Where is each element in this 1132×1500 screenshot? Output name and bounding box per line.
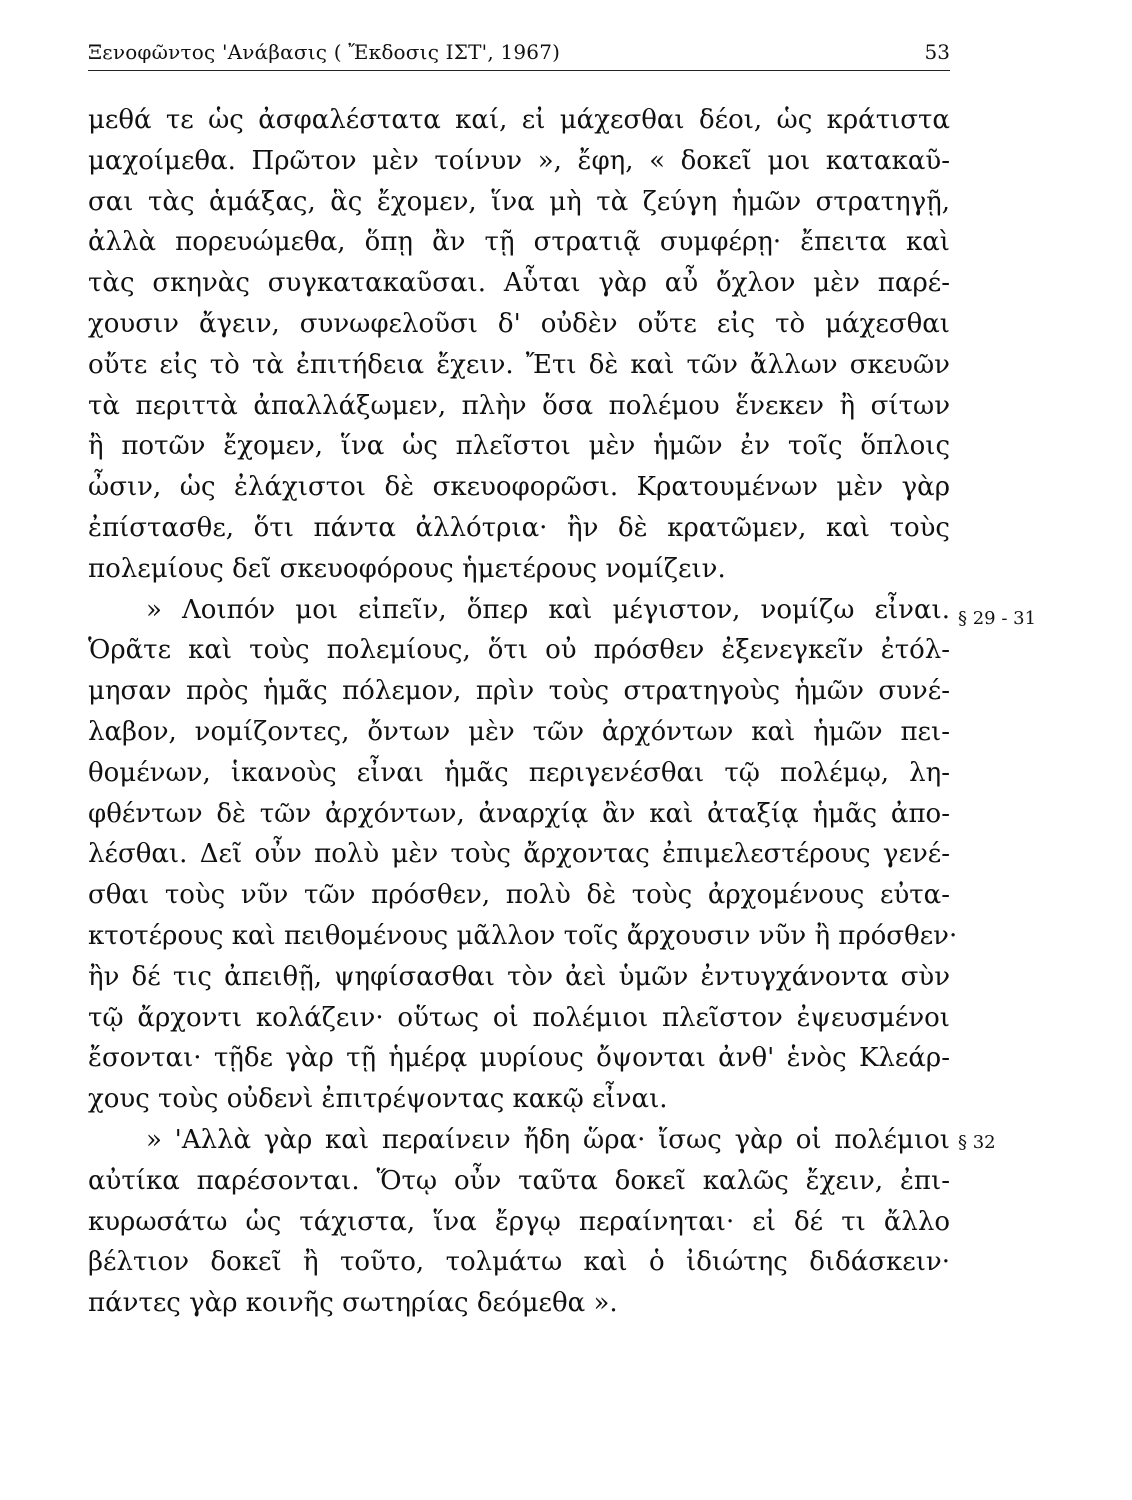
- text-line: αὐτίκα παρέσονται. Ὅτῳ οὖν ταῦτα δοκεῖ καλῶς ἔχειν, ἐπι-: [88, 1165, 950, 1196]
- text-line: σθαι τοὺς νῦν τῶν πρόσθεν, πολὺ δὲ τοὺς ἀρχομένους εὐτα-: [88, 880, 950, 911]
- text-line: οὔτε εἰς τὸ τὰ ἐπιτήδεια ἔχειν. Ἔτι δὲ καὶ τῶν ἄλλων σκευῶν: [88, 349, 950, 380]
- text-line: φθέντων δὲ τῶν ἀρχόντων, ἀναρχίᾳ ἂν καὶ ἀταξίᾳ ἡμᾶς ἀπο-: [88, 798, 950, 829]
- text-line: ἢ ποτῶν ἔχομεν, ἵνα ὡς πλεῖστοι μὲν ἡμῶν ἐν τοῖς ὅπλοις: [88, 431, 950, 462]
- text-line: ὦσιν, ὡς ἐλάχιστοι δὲ σκευοφορῶσι. Κρατουμένων μὲν γὰρ: [88, 472, 950, 503]
- text-line: τὰς σκηνὰς συγκατακαῦσαι. Αὗται γὰρ αὖ ὄχλον μὲν παρέ-: [88, 268, 950, 299]
- text-line: κτοτέρους καὶ πειθομένους μᾶλλον τοῖς ἄρχουσιν νῦν ἢ πρόσθεν·: [88, 920, 958, 951]
- text-line: σαι τὰς ἁμάξας, ἃς ἔχομεν, ἵνα μὴ τὰ ζεύγη ἡμῶν στρατηγῇ,: [88, 186, 950, 217]
- header-rule: [88, 70, 950, 71]
- page-number: 53: [924, 40, 950, 64]
- text-line: χους τοὺς οὐδενὶ ἐπιτρέψοντας κακῷ εἶναι.: [88, 1084, 668, 1115]
- text-line: λαβον, νομίζοντες, ὄντων μὲν τῶν ἀρχόντων καὶ ἡμῶν πει-: [88, 716, 950, 747]
- margin-note-section-29-31: § 29 - 31: [958, 608, 1037, 629]
- page-header: [88, 36, 960, 72]
- text-line: » 'Αλλὰ γὰρ καὶ περαίνειν ἤδη ὥρα· ἴσως γὰρ οἱ πολέμιοι: [146, 1124, 950, 1155]
- text-line: μησαν πρὸς ἡμᾶς πόλεμον, πρὶν τοὺς στρατηγοὺς ἡμῶν συνέ-: [88, 676, 950, 707]
- text-line: τῷ ἄρχοντι κολάζειν· οὕτως οἱ πολέμιοι πλεῖστον ἐψευσμένοι: [88, 1002, 950, 1033]
- text-line: » Λοιπόν μοι εἰπεῖν, ὅπερ καὶ μέγιστον, νομίζω εἶναι.: [146, 594, 950, 625]
- text-line: Ὁρᾶτε καὶ τοὺς πολεμίους, ὅτι οὐ πρόσθεν ἐξενεγκεῖν ἐτόλ-: [88, 635, 950, 666]
- text-line: βέλτιον δοκεῖ ἢ τοῦτο, τολμάτω καὶ ὁ ἰδιώτης διδάσκειν·: [88, 1247, 950, 1278]
- text-line: ἢν δέ τις ἀπειθῇ, ψηφίσασθαι τὸν ἀεὶ ὑμῶν ἐντυγχάνοντα σὺν: [88, 961, 950, 992]
- text-line: λέσθαι. Δεῖ οὖν πολὺ μὲν τοὺς ἄρχοντας ἐπιμελεστέρους γενέ-: [88, 839, 950, 870]
- text-line: πάντες γὰρ κοινῆς σωτηρίας δεόμεθα ».: [88, 1288, 618, 1319]
- margin-note-section-32: § 32: [958, 1132, 996, 1153]
- text-line: θομένων, ἱκανοὺς εἶναι ἡμᾶς περιγενέσθαι τῷ πολέμῳ, λη-: [88, 757, 950, 788]
- text-line: ἀλλὰ πορευώμεθα, ὅπῃ ἂν τῇ στρατιᾷ συμφέρῃ· ἔπειτα καὶ: [88, 227, 950, 258]
- text-line: κυρωσάτω ὡς τάχιστα, ἵνα ἔργῳ περαίνηται· εἰ δέ τι ἄλλο: [88, 1206, 950, 1237]
- text-line: ἐπίστασθε, ὅτι πάντα ἀλλότρια· ἢν δὲ κρατῶμεν, καὶ τοὺς: [88, 512, 950, 543]
- body-text: [88, 100, 958, 1324]
- text-line: ἔσονται· τῇδε γὰρ τῇ ἡμέρᾳ μυρίους ὄψονται ἀνθ' ἑνὸς Κλεάρ-: [88, 1043, 950, 1074]
- text-line: τὰ περιττὰ ἀπαλλάξωμεν, πλὴν ὅσα πολέμου ἕνεκεν ἢ σίτων: [88, 390, 950, 421]
- text-line: χουσιν ἄγειν, συνωφελοῦσι δ' οὐδὲν οὔτε εἰς τὸ μάχεσθαι: [88, 308, 950, 339]
- running-title: Ξενοφῶντος 'Ανάβασις ( Ἔκδοσις ΙΣΤ', 1967): [88, 40, 561, 64]
- text-line: μαχοίμεθα. Πρῶτον μὲν τοίνυν », ἔφη, « δοκεῖ μοι κατακαῦ-: [88, 145, 950, 176]
- text-line: πολεμίους δεῖ σκευοφόρους ἡμετέρους νομίζειν.: [88, 553, 726, 584]
- text-line: μεθά τε ὡς ἀσφαλέστατα καί, εἰ μάχεσθαι δέοι, ὡς κράτιστα: [88, 105, 950, 135]
